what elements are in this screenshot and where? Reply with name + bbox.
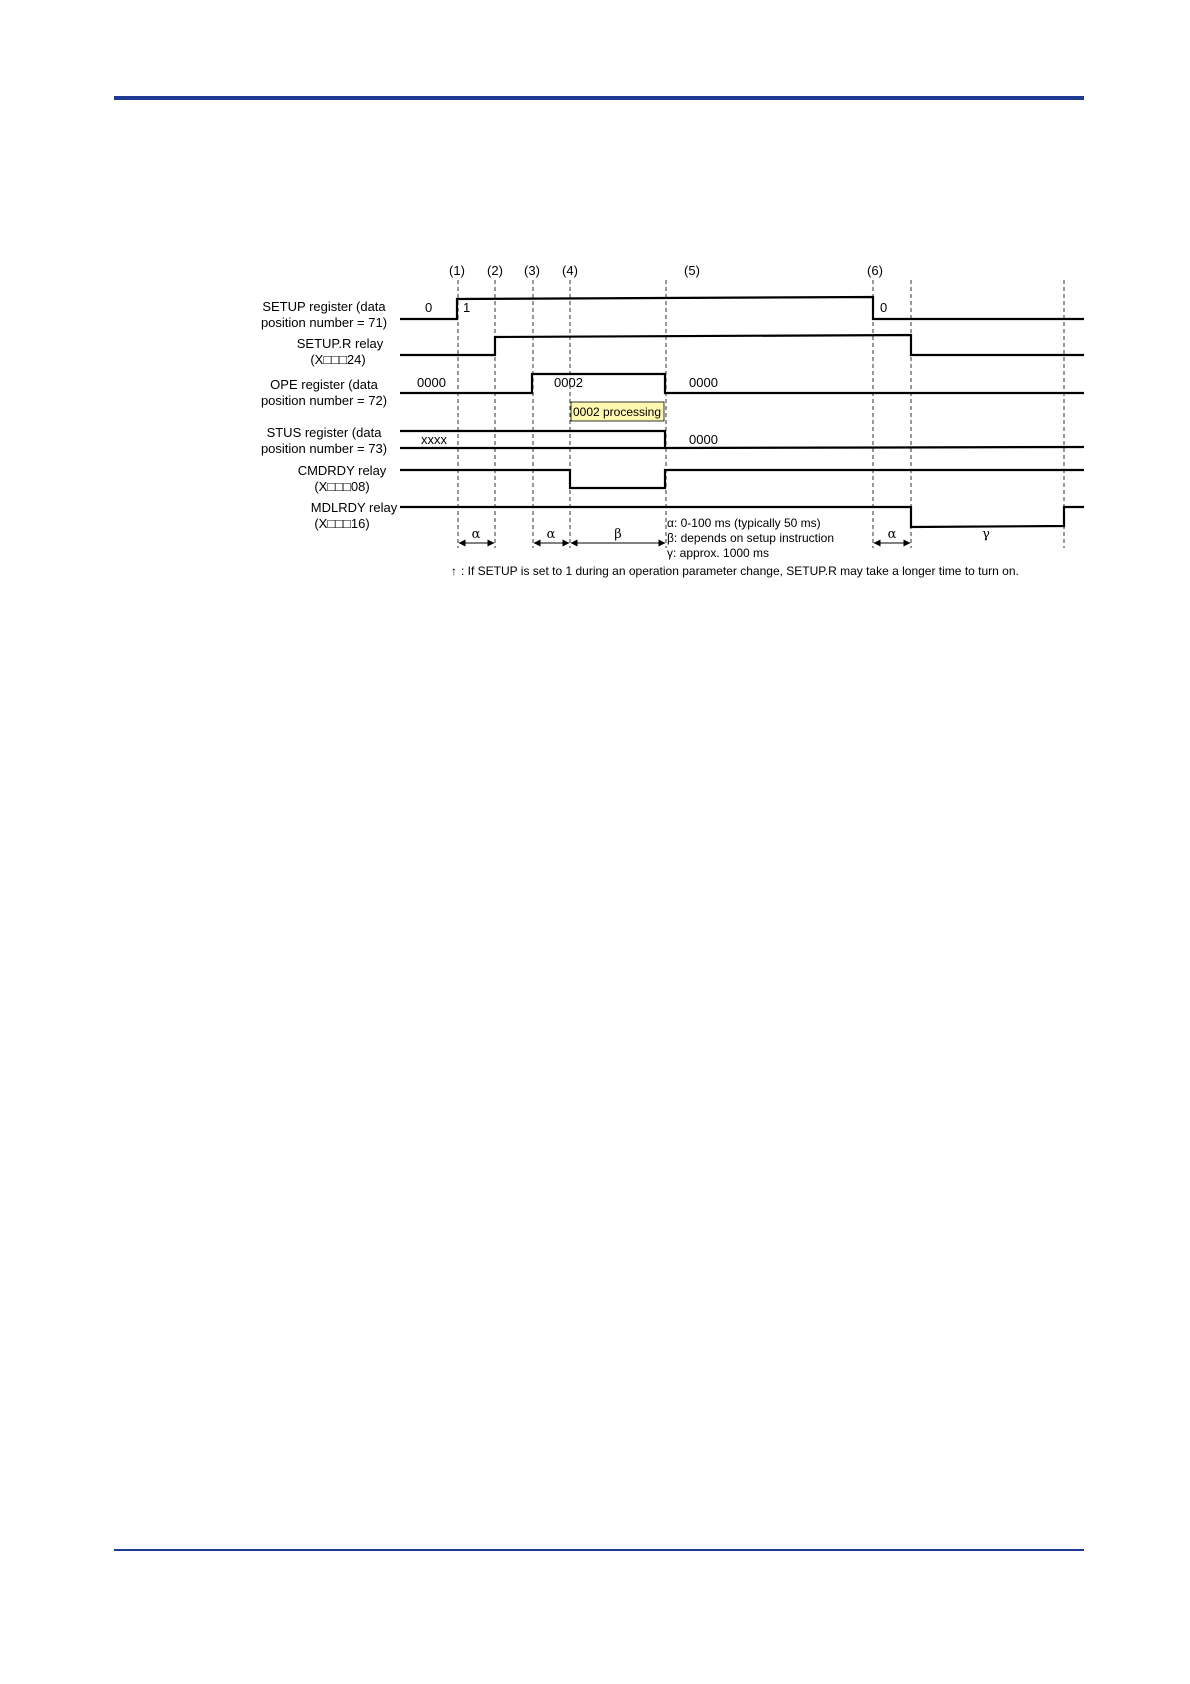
interval-label-alpha-2: α xyxy=(546,527,556,542)
time-marker-4: (4) xyxy=(562,263,578,278)
stus-label-line2: position number = 73) xyxy=(260,441,388,456)
footnote-symbol: ↑ xyxy=(451,564,457,578)
stus-value-0000: 0000 xyxy=(689,432,718,447)
footnote-text: : If SETUP is set to 1 during an operation parameter change, SETUP.R may take a longer time to turn on. xyxy=(461,564,1019,578)
interval-label-gamma: γ xyxy=(982,527,990,542)
interval-label-beta: β xyxy=(614,527,622,542)
interval-legend xyxy=(667,516,834,560)
ope-value-0000: 0000 xyxy=(417,375,446,390)
cmdrdy-label-line2: (X□□□08) xyxy=(314,479,370,494)
setup-label-line2: position number = 71) xyxy=(260,315,388,330)
time-marker-2: (2) xyxy=(487,263,503,278)
time-marker-5: (5) xyxy=(684,263,700,278)
ope-label-line2: position number = 72) xyxy=(260,393,388,408)
legend-alpha: α: 0-100 ms (typically 50 ms) xyxy=(667,516,821,530)
signal-labels xyxy=(261,299,398,531)
interval-label-alpha-3: α xyxy=(887,527,897,542)
setup-label-line1: SETUP register (data xyxy=(262,299,386,314)
ope-waveform-high xyxy=(400,374,1084,393)
stus-value-xxxx: xxxx xyxy=(421,432,447,447)
mdlrdy-label-line2: (X□□□16) xyxy=(314,516,370,531)
waveforms xyxy=(400,297,1084,527)
time-marker-6: (6) xyxy=(867,263,883,278)
cmdrdy-label-line1: CMDRDY relay xyxy=(297,463,387,478)
stus-waveform-bottom xyxy=(400,447,1084,448)
setupr-label-line2: (X□□□24) xyxy=(310,352,366,367)
stus-label-line1: STUS register (data xyxy=(266,425,382,440)
processing-box-label: 0002 processing xyxy=(572,405,662,419)
time-marker-3: (3) xyxy=(524,263,540,278)
interval-label-alpha-1: α xyxy=(471,527,481,542)
setup-value-0: 0 xyxy=(425,300,433,315)
time-markers xyxy=(449,263,883,278)
setupr-label-line1: SETUP.R relay xyxy=(296,336,384,351)
setup-value-0-after: 0 xyxy=(880,300,888,315)
legend-gamma: γ: approx. 1000 ms xyxy=(667,546,770,560)
mdlrdy-label-line1: MDLRDY relay xyxy=(310,500,398,515)
ope-value-0002: 0002 xyxy=(554,375,583,390)
legend-beta: β: depends on setup instruction xyxy=(667,531,835,545)
ope-label-line1: OPE register (data xyxy=(270,377,378,392)
setup-waveform xyxy=(400,297,1084,319)
ope-value-0000-after: 0000 xyxy=(689,375,718,390)
cmdrdy-waveform xyxy=(400,470,1084,488)
setupr-waveform xyxy=(400,335,1084,355)
setup-value-1: 1 xyxy=(463,300,471,315)
time-marker-1: (1) xyxy=(449,263,465,278)
